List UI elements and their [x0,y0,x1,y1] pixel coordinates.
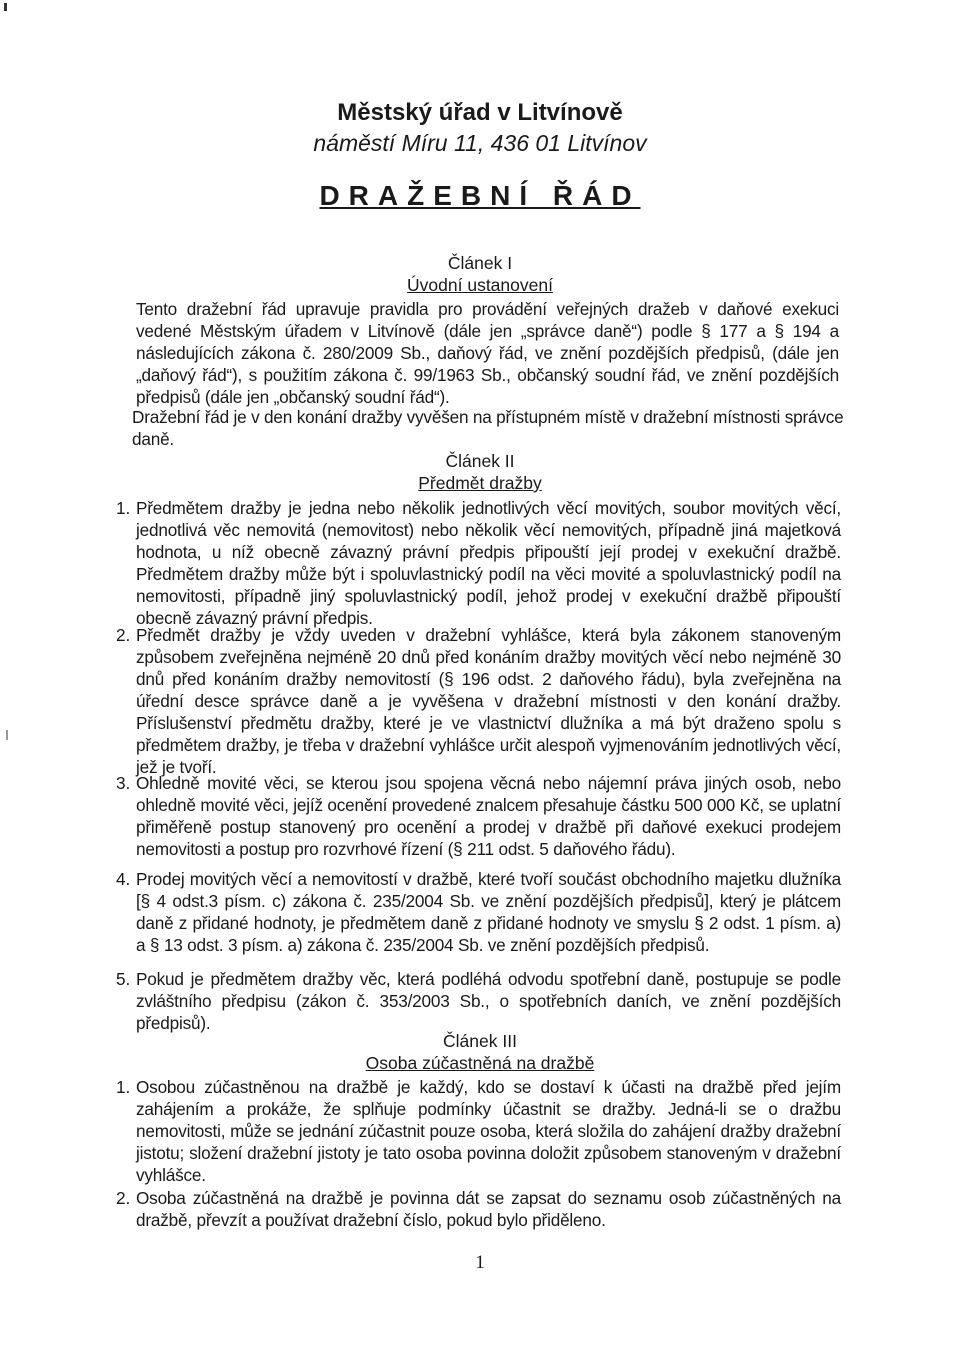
item-text: Předmět dražby je vždy uveden v dražební vyhlášce, která byla zákonem stanoveným způsobem zveřejněna nejméně 20 dnů před konáním dražby movitých věcí nebo nejméně 30 dnů před konáním dražby nemovitostí (§ 196 odst. 2 daňového řádu), byla zveřejněna na úřední desce správce daně a je vyvěšena v dražební místnosti v den konání dražby. Příslušenství předmětu dražby, které je ve vlastnictví dlužníka a má být draženo spolu s předmětem dražby, je třeba v dražební vyhlášce určit alespoň vyjmenováním jednotlivých věcí, jež je tvoří. [136,625,841,777]
item-number: 2. [116,625,131,645]
item-number: 1. [116,1077,131,1097]
scan-mark [6,730,8,740]
article-name: Předmět dražby [418,473,542,493]
item-text: Osobou zúčastněnou na dražbě je každý, kdo se dostaví k účasti na dražbě před jejím zahájením a prokáže, že splňuje podmínky účastnit se dražby. Jedná-li se o dražbu nemovitosti, může se jednání zúčastnit pouze osoba, která složila do zahájení dražby dražební jistotu; složení dražební jistoty je tato osoba povinna doložit způsobem stanoveným v dražební vyhlášce. [136,1077,841,1185]
item-number: 1. [116,498,131,518]
article-name: Osoba zúčastněná na dražbě [365,1053,595,1073]
item-number: 3. [116,773,131,793]
article-1-paragraph-2: Dražební řád je v den konání dražby vyvěšen na přístupném místě v dražební místnosti správce daně. [132,407,844,449]
document-header [0,98,960,158]
scan-mark [4,3,7,11]
item-text: Pokud je předmětem dražby věc, která podléhá odvodu spotřební daně, postupuje se podle zvláštního předpisu (zákon č. 353/2003 Sb., o spotřebních daních, ve znění pozdějších předpisů). [136,969,841,1033]
article-2-heading [0,450,960,494]
item-number: 5. [116,969,131,989]
document-title: DRAŽEBNÍ ŘÁD [319,180,641,211]
article-3-heading [0,1030,960,1074]
office-address: náměstí Míru 11, 436 01 Litvínov [313,130,647,156]
article-1-paragraph-1: Tento dražební řád upravuje pravidla pro provádění veřejných dražeb v daňové exekuci vedené Městským úřadem v Litvínově (dále jen „správce daně“) podle § 177 a § 194 a následujících zákona č. 280/2009 Sb., daňový řád, ve znění pozdějších předpisů, (dále jen „daňový řád“), s použitím zákona č. 99/1963 Sb., občanský soudní řád, ve znění pozdějších předpisů (dále jen „občanský soudní řád“). [136,299,839,407]
item-text: Ohledně movité věci, se kterou jsou spojena věcná nebo nájemní práva jiných osob, nebo ohledně movité věci, jejíž ocenění provedené znalcem přesahuje částku 500 000 Kč, se uplatní přiměřeně postup stanovený pro ocenění a prodej v dražbě při daňové exekuci prodejem nemovitosti a postup pro rozvrhové řízení (§ 211 odst. 5 daňového řádu). [136,773,841,859]
article-1-heading [0,252,960,296]
item-number: 2. [116,1188,131,1208]
office-name: Městský úřad v Litvínově [337,99,623,126]
article-name: Úvodní ustanovení [407,275,553,295]
article-number: Článek I [447,253,513,273]
article-number: Článek III [443,1031,517,1051]
page-number: 1 [475,1252,485,1273]
item-text: Osoba zúčastněná na dražbě je povinna dát se zapsat do seznamu osob zúčastněných na dražbě, převzít a používat dražební číslo, pokud bylo přiděleno. [136,1188,841,1230]
article-number: Článek II [445,451,515,471]
item-text: Prodej movitých věcí a nemovitostí v dražbě, které tvoří součást obchodního majetku dlužníka [§ 4 odst.3 písm. c) zákona č. 235/2004 Sb. ve znění pozdějších předpisů], který je plátcem daně z přidané hodnoty, je předmětem daně z přidané hodnoty ve smyslu § 2 odst. 1 písm. a) a § 13 odst. 3 písm. a) zákona č. 235/2004 Sb. ve znění pozdějších předpisů. [136,869,841,955]
item-number: 4. [116,869,131,889]
item-text: Předmětem dražby je jedna nebo několik jednotlivých věcí movitých, soubor movitých věcí, jednotlivá věc nemovitá (nemovitost) nebo několik věcí nemovitých, případně jiná majetková hodnota, u níž obecně závazný právní předpis připouští její prodej v exekuční dražbě. Předmětem dražby může být i spoluvlastnický podíl na věci movité a spoluvlastnický podíl na nemovitosti, případně jiný spoluvlastnický podíl, jehož prodej v exekuční dražbě připouští obecně závazný právní předpis. [136,498,841,628]
